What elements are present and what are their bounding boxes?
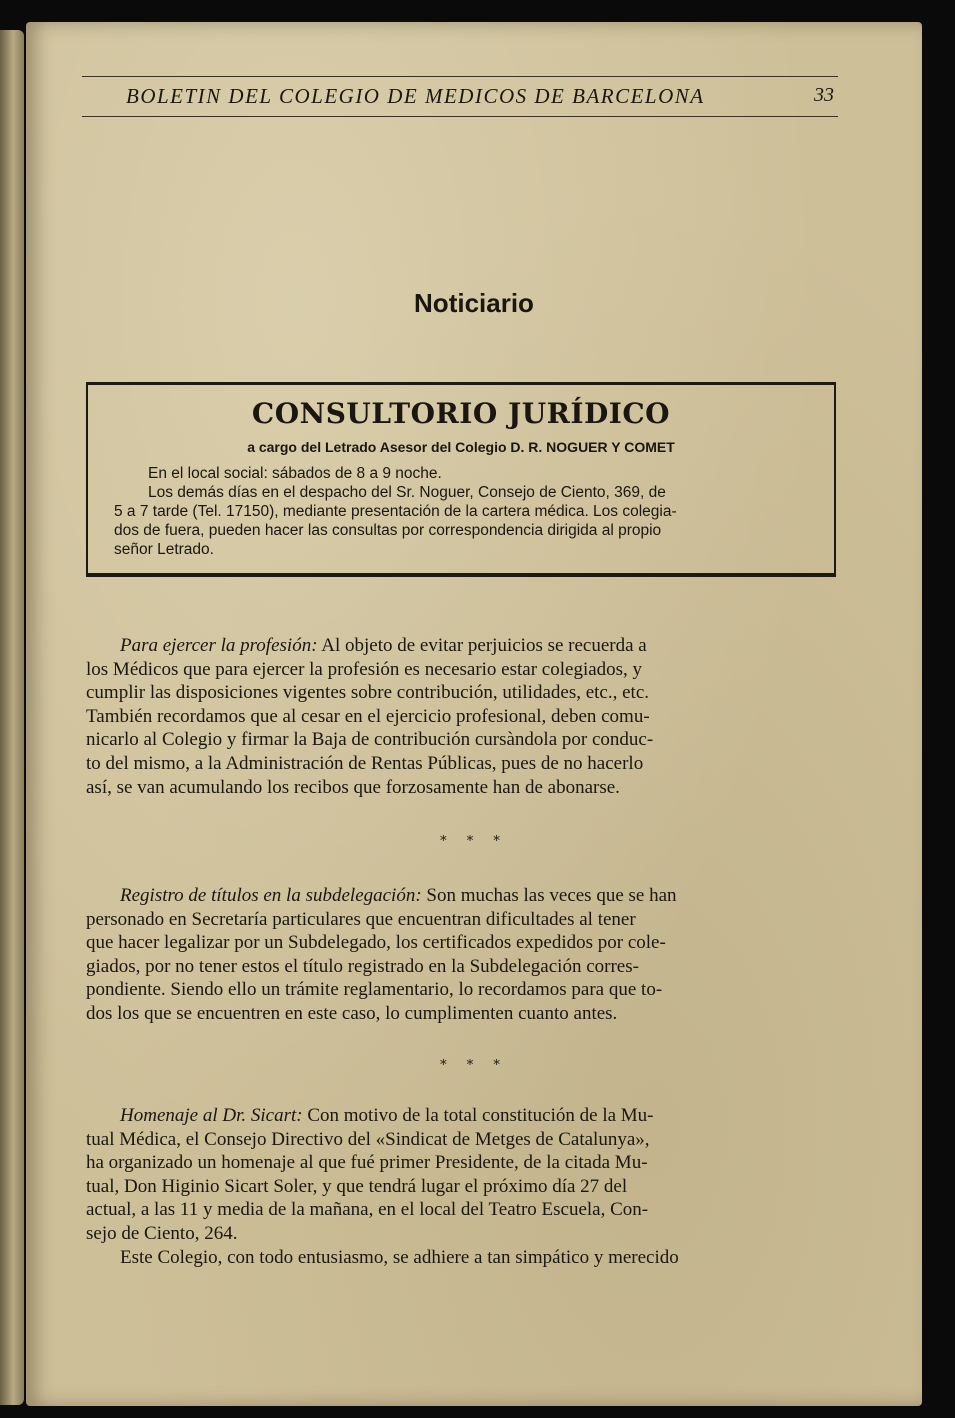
notice-homenaje-sicart (86, 1104, 850, 1269)
consultorio-line: dos de fuera, pueden hacer las consultas por correspondencia dirigida al propio (114, 522, 662, 539)
notice-line: personado en Secretaría particulares que encuentran dificultades al tener (86, 908, 636, 930)
notice-line: pondiente. Siendo ello un trámite reglamentario, lo recordamos para que to- (86, 979, 663, 1001)
notice-line: sejo de Ciento, 264. (86, 1222, 238, 1244)
notice-first-line (86, 884, 850, 908)
notice-lead: Registro de títulos en la subdelegación: (120, 885, 422, 906)
notice-line: Este Colegio, con todo entusiasmo, se adhiere a tan simpático y merecido (120, 1246, 679, 1268)
notice-line: tual Médica, el Consejo Directivo del «Sindicat de Metges de Catalunya», (86, 1128, 650, 1150)
separator-stars: * * * (440, 834, 508, 849)
notice-first-line (86, 1104, 850, 1128)
notice-lead: Para ejercer la profesión: (120, 635, 318, 656)
header-rule-bottom (82, 116, 838, 117)
consultorio-line: señor Letrado. (114, 541, 214, 558)
consultorio-line: Los demás días en el despacho del Sr. Noguer, Consejo de Ciento, 369, de (148, 484, 666, 501)
notice-line: to del mismo, a la Administración de Rentas Públicas, pues de no hacerlo (86, 752, 644, 774)
consultorio-title: CONSULTORIO JURÍDICO (251, 397, 671, 430)
notice-line: nicarlo al Colegio y firmar la Baja de contribución cursàndola por conduc- (86, 729, 654, 751)
section-title: Noticiario (414, 288, 534, 318)
notice-lead: Homenaje al Dr. Sicart: (120, 1105, 303, 1126)
previous-page-edge (0, 30, 24, 1405)
consultorio-line: 5 a 7 tarde (Tel. 17150), mediante presentación de la cartera médica. Los colegia- (114, 503, 677, 520)
notice-line: que hacer legalizar por un Subdelegado, los certificados expedidos por cole- (86, 932, 666, 954)
notice-line: ha organizado un homenaje al que fué primer Presidente, de la citada Mu- (86, 1152, 648, 1174)
notice-line: los Médicos que para ejercer la profesión es necesario estar colegiados, y (86, 658, 643, 680)
page-number: 33 (814, 84, 834, 106)
notice-line: tual, Don Higinio Sicart Soler, y que tendrá lugar el próximo día 27 del (86, 1175, 628, 1197)
notice-first-line (86, 634, 850, 658)
running-head: BOLETIN DEL COLEGIO DE MEDICOS DE BARCELONA (126, 84, 705, 108)
notice-line: giados, por no tener estos el título registrado en la Subdelegación corres- (86, 955, 639, 977)
notice-line: así, se van acumulando los recibos que forzosamente han de abonarse. (86, 776, 620, 798)
header-rule-top (82, 76, 838, 77)
notice-line: actual, a las 11 y media de la mañana, en el local del Teatro Escuela, Con- (86, 1199, 649, 1221)
notice-line: cumplir las disposiciones vigentes sobre contribución, utilidades, etc., etc. (86, 682, 650, 704)
notice-text: Con motivo de la total constitución de la Mu- (302, 1105, 654, 1126)
notice-text: Son muchas las veces que se han (421, 885, 677, 906)
notice-line: También recordamos que al cesar en el ejercicio profesional, deben comu- (86, 705, 650, 727)
notice-ejercer-profesion (86, 634, 850, 799)
consultorio-line: En el local social: sábados de 8 a 9 noche. (148, 465, 442, 482)
separator-stars: * * * (440, 1058, 508, 1073)
notice-text: Al objeto de evitar perjuicios se recuerda a (317, 635, 647, 656)
consultorio-subtitle: a cargo del Letrado Asesor del Colegio D. R. NOGUER Y COMET (247, 439, 675, 455)
document-page (26, 22, 922, 1406)
notice-registro-titulos (86, 884, 850, 1026)
notice-line: dos los que se encuentren en este caso, lo cumplimenten cuanto antes. (86, 1002, 618, 1024)
consultorio-box (86, 382, 836, 577)
